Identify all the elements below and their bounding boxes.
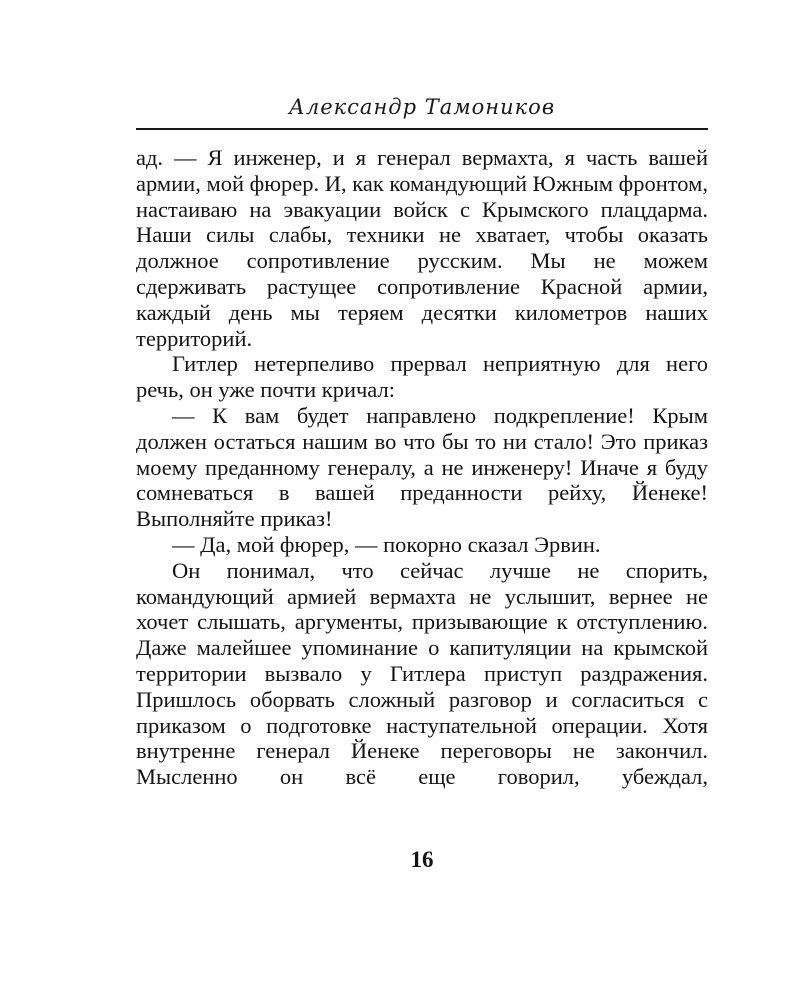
- paragraph-3: — К вам будет направлено подкрепление! Крым должен остаться нашим во что бы то ни стало! Это приказ моему преданному генералу, а не инженеру! Иначе я буду сомневаться в вашей преданности рейху, Йенеке! Выполняйте приказ!: [136, 402, 708, 532]
- paragraph-1: ад. — Я инженер, и я генерал вермахта, я часть вашей армии, мой фюрер. И, как командующий Южным фронтом, настаиваю на эвакуации войск с Крымского плацдарма. Наши силы слабы, техники не хватает, чтобы оказать должное сопротивление русским. Мы не можем сдерживать растущее сопротивление Красной армии, каждый день мы теряем десятки километров наших территорий.: [136, 145, 708, 351]
- page-number: 16: [410, 847, 434, 872]
- paragraph-4: — Да, мой фюрер, — покорно сказал Эрвин.: [172, 531, 601, 557]
- running-head-author: Александр Тамоников: [288, 95, 556, 119]
- header-rule: [136, 128, 708, 130]
- paragraph-5: Он понимал, что сейчас лучше не спорить, командующий армией вермахта не услышит, вернее не хочет слышать, аргументы, призывающие к отступлению. Даже малейшее упоминание о капитуляции на крымской территории вызвало у Гитлера приступ раздражения. Пришлось оборвать сложный разговор и согласиться с приказом о подготовке наступательной операции. Хотя внутренне генерал Йенеке переговоры не закончил. Мысленно он всё еще говорил, убеждал,: [136, 557, 708, 790]
- paragraph-2: Гитлер нетерпеливо прервал неприятную для него речь, он уже почти кричал:: [136, 351, 708, 403]
- body-text: [136, 145, 708, 790]
